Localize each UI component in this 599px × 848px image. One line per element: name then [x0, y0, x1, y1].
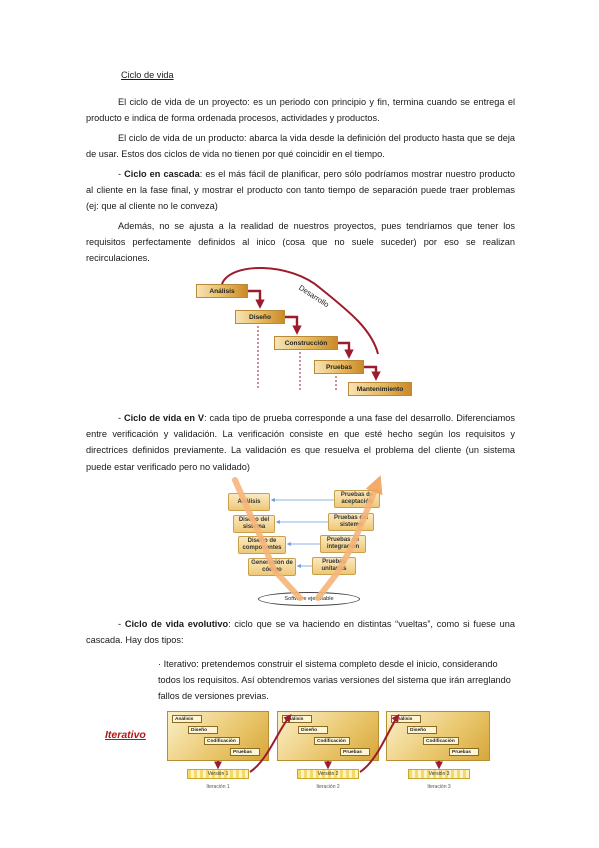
evolutivo-text: : ciclo que se va haciendo en distintas “vueltas”, como si fuese una cascada. Hay dos tipos: — [86, 619, 515, 646]
iter3-diseno: Diseño — [407, 726, 437, 734]
version-3-bar: Versión 3 — [408, 769, 470, 779]
v-left-generacion-codigo: Generación de código — [248, 558, 296, 576]
dash: - — [118, 619, 125, 629]
cascade-step-analisis: Análisis — [196, 284, 248, 298]
v-right-pruebas-integracion: Pruebas de integración — [320, 535, 366, 553]
paragraph-recirculations: Además, no se ajusta a la realidad de nuestros proyectos, pues tendríamos que tener los requisitos perfectamente definidos al inico (cosa que no suele suceder) por eso se realizan recirculaciones. — [86, 221, 515, 264]
v-left-diseno-componentes: Diseño de componentes — [238, 536, 286, 554]
v-right-pruebas-sistema: Pruebas del sistema — [328, 513, 374, 531]
term-cascada: Ciclo en cascada — [124, 169, 200, 179]
v-bottom-software-ejecutable: Software ejecutable — [258, 592, 360, 606]
iter2-codificacion: Codificación — [314, 737, 350, 745]
paragraph-iterativo: · Iterativo: pretendemos construir el sistema completo desde el inicio, considerando todos los requisitos. Así obtendremos varias versiones del sistema que irán arreglando fallos de versiones previas. — [158, 659, 511, 702]
iterativo-label: Iterativo — [105, 729, 146, 741]
cascade-arrow-4 — [364, 367, 376, 378]
v-left-path — [235, 480, 300, 598]
cascade-text: : es el más fácil de planificar, pero sólo podríamos mostrar nuestro producto al cliente en la fase final, y mostrar el producto con tanto tiempo de separación puede traer problemas (ej: que al cliente no le conveza) — [86, 169, 515, 212]
section-title: Ciclo de vida — [121, 70, 174, 80]
iteration-3-label: Iteración 3 — [427, 784, 451, 790]
iter1-pruebas: Pruebas — [230, 748, 260, 756]
iteration-2-label: Iteración 2 — [316, 784, 340, 790]
version-2-bar: Versión 2 — [297, 769, 359, 779]
iteration-1-label: Iteración 1 — [206, 784, 230, 790]
v-right-pruebas-aceptacion: Pruebas de aceptación — [334, 490, 380, 508]
iter2-diseno: Diseño — [298, 726, 328, 734]
dash: - — [118, 413, 124, 423]
iter2-analisis: Análisis — [282, 715, 312, 723]
cascade-arc — [222, 268, 378, 354]
v-right-pruebas-unitarias: Pruebas unitarias — [312, 557, 356, 575]
dash: - — [118, 169, 125, 179]
version-1-bar: Versión 1 — [187, 769, 249, 779]
v-left-diseno-sistema: Diseño del sistema — [233, 515, 275, 533]
v-model-text: : cada tipo de prueba corresponde a una fase del desarrollo. Diferenciamos entre verificación y validación. La verificación consiste en que esté hecho según los requisitos y directrices definidos previamente. La validación es que resuelva el problema del cliente (un sistema puede estar verificado pero no validado) — [86, 413, 515, 472]
term-evolutivo: Ciclo de vida evolutivo — [124, 619, 229, 629]
cascade-arrow-2 — [285, 317, 297, 332]
iter3-codificacion: Codificación — [423, 737, 459, 745]
iter1-codificacion: Codificación — [204, 737, 240, 745]
paragraph-project-lifecycle: El ciclo de vida de un proyecto: es un periodo con principio y fin, termina cuando se entrega el producto e indica de forma ordenada procesos, actividades y productos. — [86, 97, 515, 124]
cascade-arc-label: Desarrollo — [297, 283, 331, 310]
cascade-step-diseno: Diseño — [235, 310, 285, 324]
iter3-pruebas: Pruebas — [449, 748, 479, 756]
cascade-arrow-1 — [248, 291, 260, 306]
cascade-step-pruebas: Pruebas — [314, 360, 364, 374]
paragraph-product-lifecycle: El ciclo de vida de un producto: abarca la vida desde la definición del producto hasta que se deja de usar. Estos dos ciclos de vida no tienen por qué coincidir en el tiempo. — [86, 133, 515, 160]
iter1-diseno: Diseño — [188, 726, 218, 734]
iter1-analisis: Análisis — [172, 715, 202, 723]
cascade-arrow-3 — [338, 343, 349, 356]
v-left-analisis: Análisis — [228, 493, 270, 511]
iter3-analisis: Análisis — [391, 715, 421, 723]
v-right-path — [318, 482, 378, 598]
cascade-step-mantenimiento: Mantenimiento — [348, 382, 412, 396]
cascade-step-construccion: Construcción — [274, 336, 338, 350]
iter2-pruebas: Pruebas — [340, 748, 370, 756]
term-ciclo-v: Ciclo de vida en V — [123, 413, 205, 423]
